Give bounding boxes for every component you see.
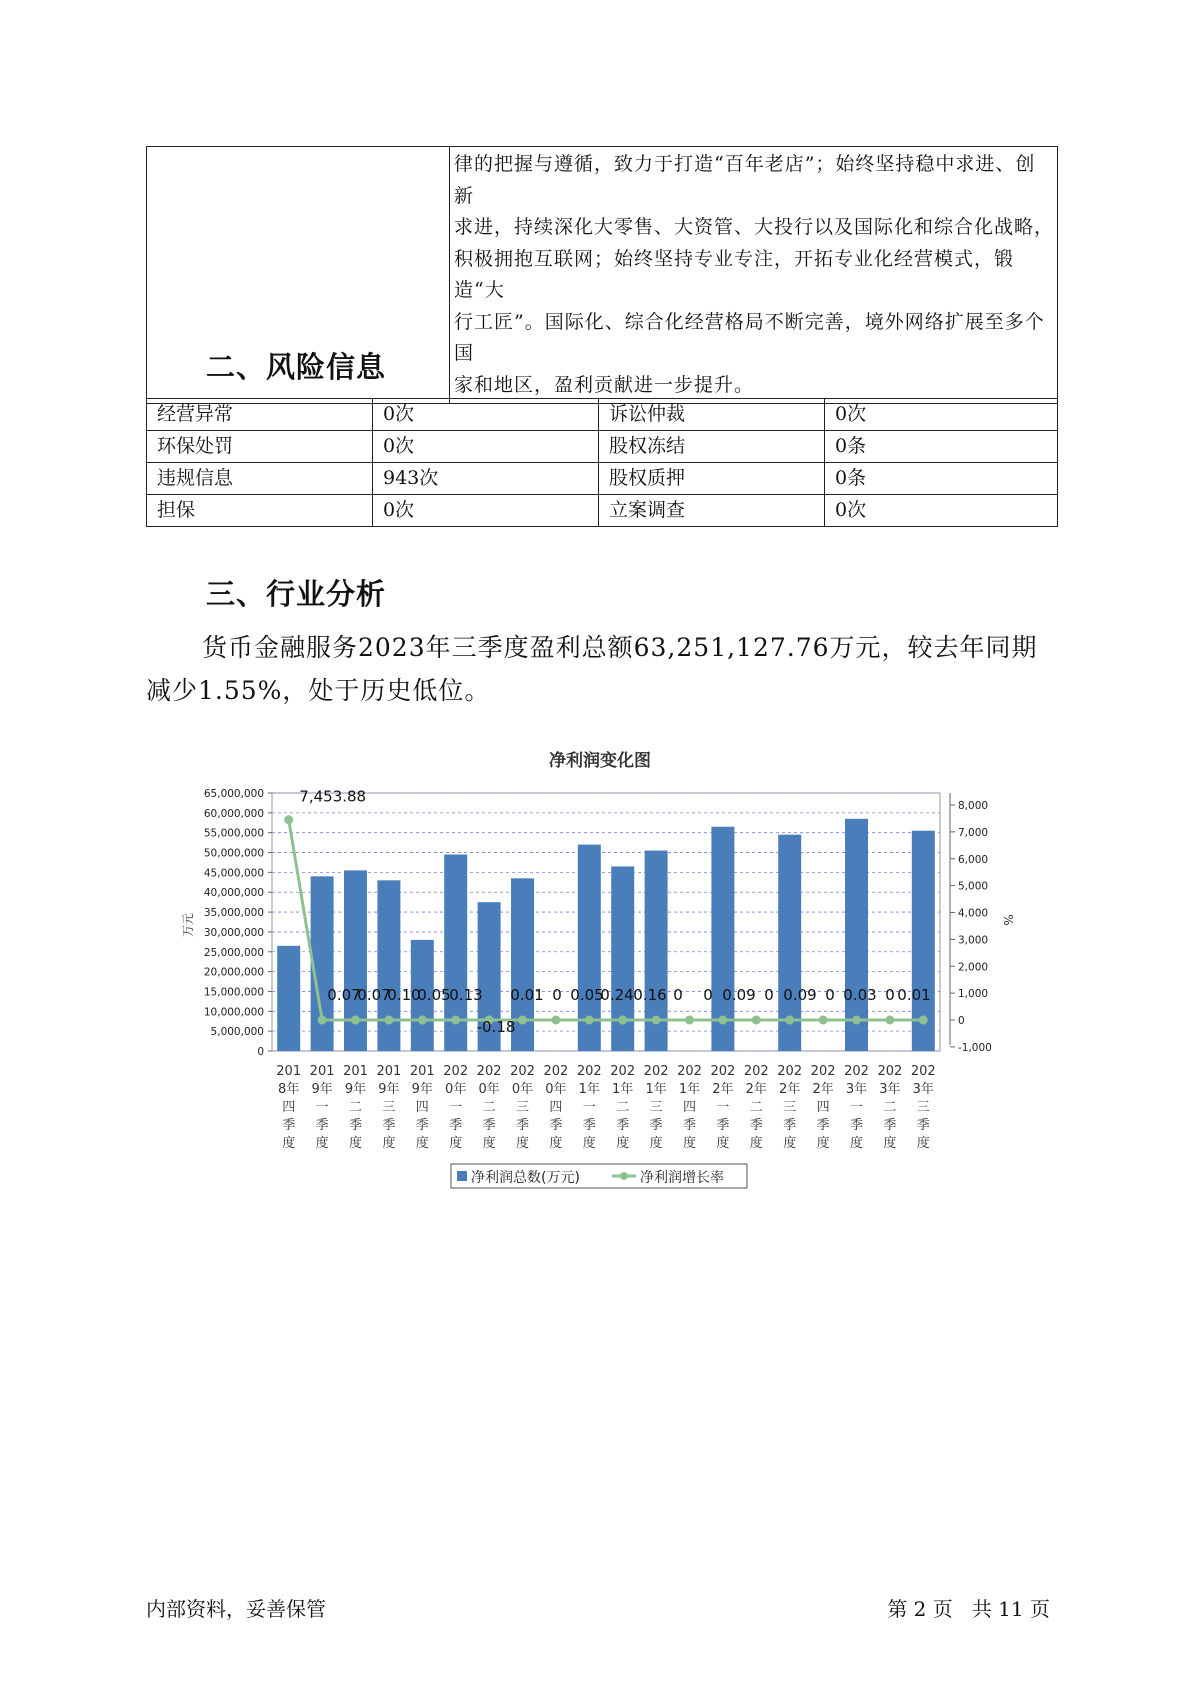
x-tick-label (811, 1064, 836, 1151)
x-tick-line: 度 (749, 1136, 763, 1151)
x-tick-line: 度 (348, 1136, 363, 1151)
y-tick-label: 65,000,000 (203, 788, 264, 800)
x-tick-line: 202 (877, 1064, 903, 1079)
growth-label: 0.01 (510, 986, 544, 1004)
x-tick-line: 一 (582, 1100, 596, 1115)
x-tick-line: 四 (282, 1100, 296, 1115)
x-tick-line: 9年 (344, 1082, 367, 1097)
chart-title: 净利润变化图 (549, 751, 651, 771)
x-tick-line: 202 (510, 1064, 535, 1079)
y2-tick-label: 5,000 (958, 880, 989, 893)
bar (277, 946, 300, 1051)
x-tick-line: 0年 (478, 1082, 500, 1097)
chart-grid (272, 793, 940, 1051)
x-tick-line: 季 (549, 1118, 563, 1133)
growth-label: 0.07 (327, 986, 361, 1004)
growth-point (418, 1016, 427, 1025)
growth-label: 0 (703, 986, 713, 1004)
x-tick-line: 季 (482, 1118, 496, 1133)
y-tick-label: 35,000,000 (203, 907, 264, 920)
x-tick-label (276, 1064, 301, 1151)
footer-right: 第 2 页 共 11 页 (887, 1597, 1050, 1621)
y-tick-label: 15,000,000 (203, 986, 264, 999)
x-tick-label (610, 1064, 635, 1151)
x-tick-line: 度 (783, 1136, 797, 1151)
x-tick-line: 四 (415, 1100, 429, 1115)
x-tick-line: 季 (315, 1118, 329, 1133)
x-tick-line: 季 (449, 1118, 463, 1133)
x-tick-line: 三 (515, 1100, 530, 1115)
x-tick-line: 202 (710, 1064, 736, 1079)
growth-label: 0.10 (387, 986, 421, 1004)
risk-value: 0次 (825, 399, 1058, 431)
x-tick-line: 四 (549, 1100, 563, 1115)
x-tick-line: 202 (476, 1064, 502, 1079)
x-tick-line: 季 (282, 1118, 296, 1133)
growth-point (885, 1016, 894, 1025)
growth-point (618, 1016, 627, 1025)
x-tick-line: 季 (716, 1118, 730, 1133)
x-tick-line: 季 (582, 1118, 596, 1133)
y-tick-label: 45,000,000 (203, 867, 264, 880)
x-tick-line: 1年 (578, 1082, 600, 1097)
growth-label: 0.13 (449, 986, 483, 1004)
legend-line-label: 净利润增长率 (640, 1170, 724, 1186)
x-tick-line: 度 (382, 1136, 396, 1151)
x-tick-line: 三 (783, 1100, 797, 1115)
y2-tick-label: 3,000 (958, 934, 989, 947)
growth-label: 0.05 (417, 986, 451, 1004)
risk-value: 0次 (373, 431, 599, 463)
x-tick-line: 202 (677, 1064, 702, 1079)
x-tick-line: 二 (883, 1100, 897, 1115)
x-tick-line: 四 (816, 1100, 830, 1115)
risk-value: 0次 (373, 495, 599, 527)
x-tick-line: 季 (816, 1118, 830, 1133)
x-tick-line: 二 (749, 1100, 763, 1115)
growth-point (551, 1016, 560, 1025)
x-tick-label (911, 1064, 936, 1151)
x-tick-line: 三 (916, 1100, 930, 1115)
x-tick-line: 度 (616, 1136, 630, 1151)
growth-point (852, 1016, 861, 1025)
growth-point (351, 1016, 360, 1025)
x-tick-line: 度 (916, 1136, 930, 1151)
x-tick-line: 一 (449, 1100, 463, 1115)
intro-line: 家和地区，盈利贡献进一步提升。 (454, 373, 755, 396)
chart-x-ticks (276, 1064, 935, 1151)
x-tick-line: 0年 (445, 1082, 467, 1097)
risk-key: 经营异常 (147, 399, 373, 431)
x-tick-line: 一 (716, 1100, 730, 1115)
y2-tick-label: 8,000 (958, 800, 989, 812)
x-tick-line: 202 (610, 1064, 636, 1079)
chart-y2-ticks (950, 793, 992, 1054)
footer-left: 内部资料，妥善保管 (146, 1597, 326, 1621)
y-tick-label: 10,000,000 (203, 1006, 264, 1019)
x-tick-line: 1年 (612, 1082, 634, 1097)
growth-label: 0.24 (600, 986, 634, 1004)
x-tick-line: 201 (276, 1064, 302, 1079)
growth-label: 0 (825, 986, 835, 1004)
risk-value: 0次 (825, 495, 1058, 527)
risk-key: 立案调查 (599, 495, 825, 527)
x-tick-label (577, 1064, 602, 1151)
x-tick-label (310, 1064, 335, 1151)
legend-line-marker (620, 1172, 628, 1180)
y-tick-label: 20,000,000 (203, 966, 264, 979)
x-tick-line: 201 (343, 1064, 368, 1079)
y-tick-label: 55,000,000 (203, 827, 264, 840)
chart-bars (277, 819, 935, 1051)
y2-tick-label: 0 (958, 1015, 965, 1027)
x-tick-line: 3年 (845, 1082, 868, 1097)
growth-label: 7,453.88 (299, 787, 367, 806)
growth-point (451, 1016, 460, 1025)
x-tick-label (644, 1064, 669, 1151)
y-tick-label: 60,000,000 (203, 807, 264, 820)
x-tick-line: 二 (348, 1100, 363, 1115)
growth-point (752, 1016, 761, 1025)
y2-tick-label: 7,000 (958, 826, 989, 839)
x-tick-label (543, 1064, 568, 1151)
x-tick-line: 2年 (779, 1082, 801, 1097)
legend-bar-label: 净利润总数(万元) (471, 1170, 580, 1186)
intro-line: 求进，持续深化大零售、大资管、大投行以及国际化和综合化战略， (454, 216, 1055, 238)
growth-point (919, 1016, 928, 1025)
x-tick-line: 度 (649, 1136, 663, 1151)
x-tick-line: 季 (682, 1118, 697, 1133)
growth-label: 0.07 (357, 986, 391, 1004)
y-tick-label: 5,000,000 (210, 1026, 264, 1039)
y-tick-label: 0 (257, 1046, 264, 1058)
x-tick-line: 度 (315, 1136, 329, 1151)
growth-label: 0.09 (783, 986, 817, 1004)
x-tick-line: 三 (382, 1100, 396, 1115)
x-tick-line: 度 (716, 1136, 730, 1151)
x-tick-line: 季 (348, 1118, 363, 1133)
x-tick-line: 季 (916, 1118, 930, 1133)
x-tick-line: 202 (576, 1064, 602, 1079)
y2-tick-label: -1,000 (958, 1041, 992, 1054)
x-tick-line: 202 (643, 1064, 669, 1079)
x-tick-line: 0年 (545, 1082, 567, 1097)
y-tick-label: 25,000,000 (203, 946, 264, 959)
x-tick-line: 202 (443, 1064, 469, 1079)
risk-key: 诉讼仲裁 (599, 399, 825, 431)
y2-tick-label: 1,000 (958, 988, 989, 1001)
x-tick-label (510, 1064, 535, 1151)
x-tick-label (443, 1064, 468, 1151)
growth-point (652, 1016, 661, 1025)
x-tick-line: 四 (682, 1100, 697, 1115)
x-tick-line: 一 (315, 1100, 329, 1115)
x-tick-line: 二 (482, 1100, 496, 1115)
growth-point (718, 1016, 727, 1025)
intro-line: 行工匠”。国际化、综合化经营格局不断完善，境外网络扩展至多个国 (454, 310, 1045, 364)
y-axis-label: 万元 (181, 912, 195, 938)
x-tick-line: 度 (415, 1136, 429, 1151)
x-tick-line: 9年 (378, 1082, 400, 1097)
x-tick-label (744, 1064, 769, 1151)
x-tick-line: 度 (883, 1136, 897, 1151)
x-tick-line: 2年 (812, 1082, 834, 1097)
risk-value: 0条 (825, 463, 1058, 495)
x-tick-line: 202 (743, 1064, 769, 1079)
risk-value: 0条 (825, 431, 1058, 463)
x-tick-line: 度 (682, 1136, 697, 1151)
growth-point (585, 1016, 594, 1025)
x-tick-line: 度 (849, 1136, 864, 1151)
x-tick-label (376, 1064, 401, 1151)
x-tick-line: 度 (582, 1136, 596, 1151)
growth-label: 0 (673, 986, 683, 1004)
risk-key: 股权冻结 (599, 431, 825, 463)
x-tick-line: 1年 (645, 1082, 667, 1097)
growth-label: 0.16 (633, 986, 667, 1004)
risk-value: 943次 (373, 463, 599, 495)
x-tick-line: 季 (883, 1118, 897, 1133)
x-tick-line: 201 (409, 1064, 435, 1079)
x-tick-line: 季 (616, 1118, 630, 1133)
growth-label: 0.09 (722, 986, 756, 1004)
x-tick-line: 202 (844, 1064, 869, 1079)
y-tick-label: 50,000,000 (203, 847, 264, 860)
x-tick-line: 3年 (879, 1082, 901, 1097)
x-tick-line: 0年 (511, 1082, 534, 1097)
x-tick-line: 度 (515, 1136, 530, 1151)
x-tick-line: 202 (910, 1064, 936, 1079)
x-tick-line: 201 (376, 1064, 402, 1079)
growth-point (318, 1016, 327, 1025)
growth-label: 0.03 (843, 986, 877, 1004)
x-tick-label (477, 1064, 502, 1151)
x-tick-label (710, 1064, 735, 1151)
intro-line: 律的把握与遵循，致力于打造“百年老店”；始终坚持稳中求进、创新 (454, 153, 1036, 207)
y2-tick-label: 4,000 (958, 907, 989, 920)
risk-key: 环保处罚 (147, 431, 373, 463)
x-tick-line: 202 (777, 1064, 803, 1079)
x-tick-line: 季 (783, 1118, 797, 1133)
x-tick-line: 三 (649, 1100, 663, 1115)
industry-heading: 三、行业分析 (206, 577, 387, 611)
risk-heading: 二、风险信息 (206, 350, 387, 384)
x-tick-line: 9年 (411, 1082, 433, 1097)
growth-point (819, 1016, 828, 1025)
x-tick-line: 9年 (311, 1082, 333, 1097)
growth-point (384, 1016, 393, 1025)
growth-label: 0 (552, 986, 562, 1004)
x-tick-line: 度 (816, 1136, 830, 1151)
x-tick-label (844, 1064, 869, 1151)
x-tick-line: 一 (849, 1100, 864, 1115)
chart-y-ticks (204, 788, 272, 1058)
y2-tick-label: 6,000 (958, 853, 989, 866)
plot-frame (272, 793, 940, 1051)
growth-label: 0 (764, 986, 774, 1004)
x-tick-line: 202 (810, 1064, 836, 1079)
x-tick-line: 3年 (912, 1082, 934, 1097)
x-tick-line: 季 (749, 1118, 763, 1133)
x-tick-line: 度 (449, 1136, 463, 1151)
x-tick-line: 季 (415, 1118, 429, 1133)
x-tick-line: 202 (543, 1064, 569, 1079)
risk-value: 0次 (373, 399, 599, 431)
risk-key: 股权质押 (599, 463, 825, 495)
x-tick-line: 度 (482, 1136, 496, 1151)
x-tick-line: 201 (309, 1064, 335, 1079)
x-tick-line: 度 (549, 1136, 563, 1151)
growth-label: 0 (885, 986, 895, 1004)
x-tick-line: 季 (849, 1118, 864, 1133)
growth-point (518, 1016, 527, 1025)
y-tick-label: 40,000,000 (203, 887, 264, 900)
x-tick-line: 2年 (712, 1082, 734, 1097)
legend-bar-swatch (457, 1171, 467, 1181)
industry-paragraph: 货币金融服务2023年三季度盈利总额63,251,127.76万元，较去年同期减少1.55%，处于历史低位。 (146, 633, 1038, 705)
growth-label: -0.18 (476, 1018, 516, 1036)
growth-point (785, 1016, 794, 1025)
risk-key: 违规信息 (147, 463, 373, 495)
x-tick-line: 季 (382, 1118, 396, 1133)
x-tick-line: 8年 (278, 1082, 300, 1097)
x-tick-label (777, 1064, 802, 1151)
x-tick-line: 季 (649, 1118, 663, 1133)
growth-point (685, 1016, 694, 1025)
growth-label: 0.01 (897, 986, 931, 1004)
y2-tick-label: 2,000 (958, 961, 989, 974)
chart-legend (451, 1164, 747, 1188)
bar (377, 880, 400, 1051)
x-tick-line: 1年 (678, 1082, 701, 1097)
risk-key: 担保 (147, 495, 373, 527)
x-tick-line: 2年 (745, 1082, 767, 1097)
x-tick-label (677, 1064, 702, 1151)
x-tick-label (343, 1064, 368, 1151)
intro-line: 积极拥抱互联网；始终坚持专业专注，开拓专业化经营模式，锻造“大 (454, 247, 1015, 301)
x-tick-line: 季 (515, 1118, 530, 1133)
growth-point (284, 815, 293, 824)
y2-axis-label: % (1001, 914, 1015, 926)
x-tick-line: 二 (616, 1100, 630, 1115)
y-tick-label: 30,000,000 (203, 926, 264, 939)
growth-label: 0.05 (570, 986, 604, 1004)
x-tick-label (877, 1064, 902, 1151)
x-tick-line: 度 (282, 1136, 296, 1151)
x-tick-label (410, 1064, 435, 1151)
